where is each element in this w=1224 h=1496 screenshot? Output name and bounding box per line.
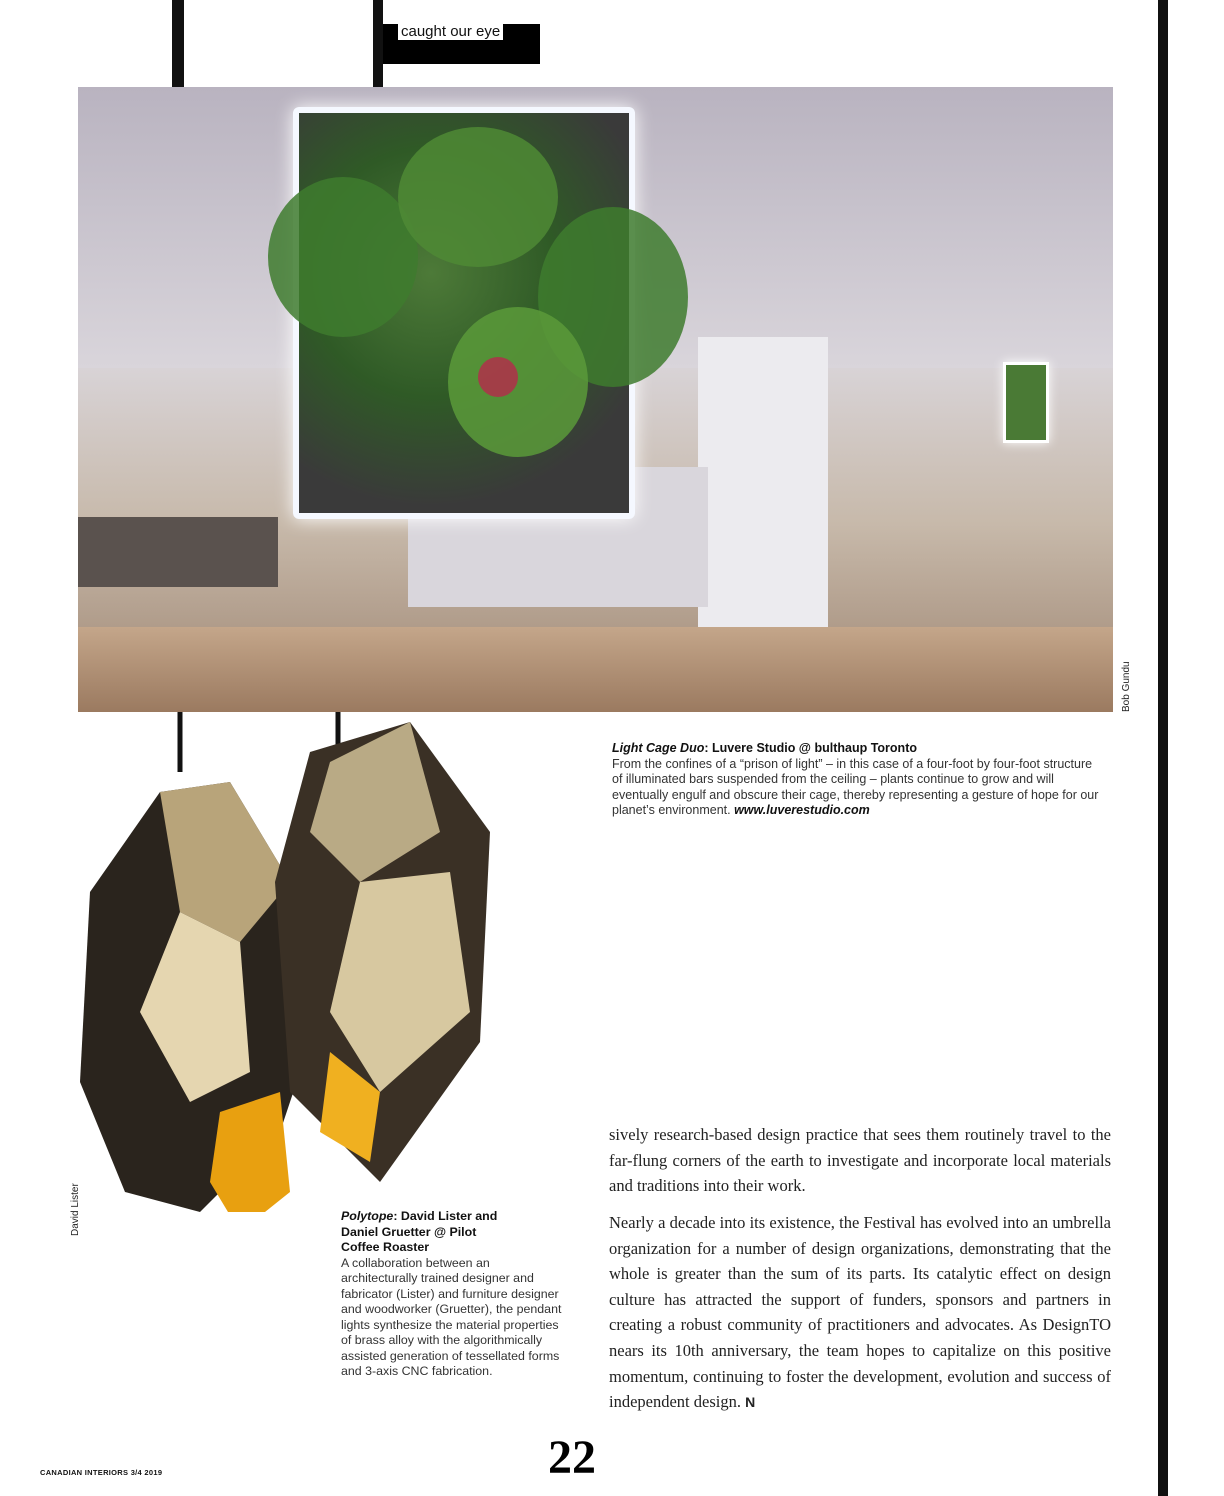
magazine-footer: CANADIAN INTERIORS 3/4 2019	[40, 1468, 163, 1477]
caption-title-italic: Light Cage Duo	[612, 741, 705, 755]
paragraph-text: sively research-based design practice that sees them routinely travel to the far-flung corners of the earth to investigate and incorporate local materials and traditions into their work.	[609, 1125, 1111, 1196]
photo-credit-main: Bob Gundu	[1121, 661, 1132, 712]
plant	[448, 307, 588, 457]
kitchen-counter	[78, 517, 278, 587]
caption-text: A collaboration between an architecturally trained designer and fabricator (Lister) and furniture designer and woodworker (Gruetter), the pendant lights synthesize the material properties of brass alloy with the algorithmically assisted generation of tessellated forms and 3-axis CNC fabrication.	[341, 1255, 562, 1378]
plant	[268, 177, 418, 337]
photo-credit-pendant: David Lister	[70, 1183, 81, 1236]
polytope-pendant-image	[80, 712, 555, 1212]
caption-link[interactable]: www.luverestudio.com	[734, 803, 870, 817]
top-bar-right	[373, 0, 383, 87]
small-light-cage	[1003, 362, 1049, 443]
plant	[398, 127, 558, 267]
caption-title-italic: Polytope	[341, 1209, 394, 1223]
caption-title: : Luvere Studio @ bulthaup Toronto	[704, 741, 917, 755]
top-bar-left	[172, 0, 184, 87]
caption-text: From the confines of a “prison of light” – in this case of a four-foot by four-foot structure of illuminated bars suspended from the ceiling – plants continue to grow and will eventually engulf and obscure their cage, thereby representing a gesture of hope for our planet’s environment.	[612, 756, 1099, 817]
page-edge-bar	[1158, 0, 1168, 1496]
caption-polytope	[341, 1209, 563, 1380]
floor	[78, 627, 1113, 712]
section-tag: caught our eye	[398, 23, 503, 40]
end-mark: N	[745, 1394, 756, 1411]
page-number: 22	[548, 1434, 596, 1474]
body-paragraph-2	[609, 1210, 1111, 1416]
caption-title: : David Lister and Daniel Gruetter @ Pilot Coffee Roaster	[341, 1209, 498, 1254]
paragraph-text: Nearly a decade into its existence, the Festival has evolved into an umbrella organization for a number of design organizations, demonstrating that the whole is greater than the sum of its parts. Its catalytic effect on design culture has attracted the support of funders, sponsors and partners in creating a robust community of practitioners and advocates. As DesignTO nears its 10th anniversary, the team hopes to capitalize on this positive momentum, continuing to foster the development, evolution and success of independent design.	[609, 1213, 1111, 1412]
body-paragraph-1	[609, 1122, 1111, 1199]
light-cage-photo	[78, 87, 1113, 712]
plant	[478, 357, 518, 397]
caption-light-cage	[612, 741, 1102, 819]
partition-wall	[698, 337, 828, 637]
